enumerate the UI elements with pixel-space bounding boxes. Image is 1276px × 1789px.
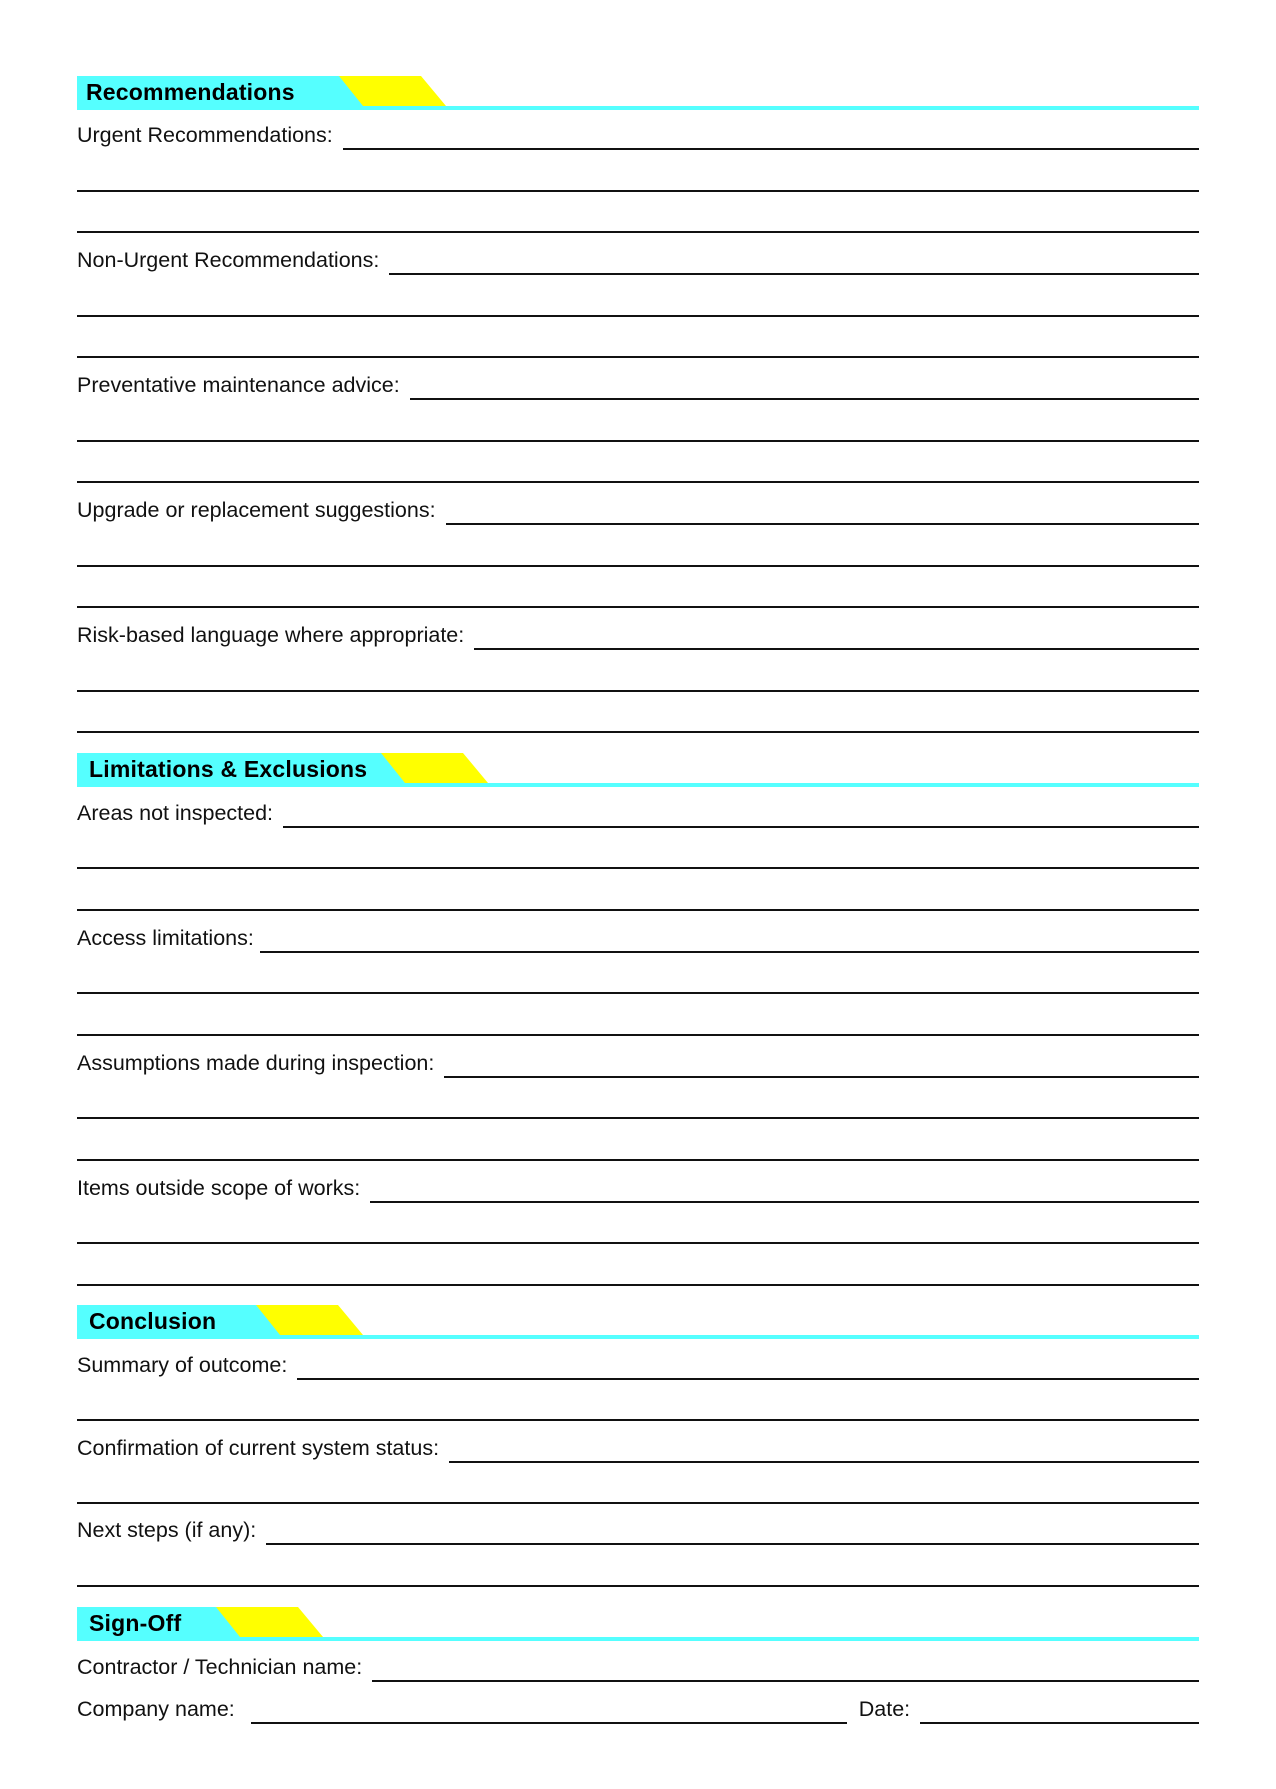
section-header-recommendations [77, 76, 1199, 110]
field-continuation [77, 580, 1199, 608]
field-continuation [77, 455, 1199, 483]
field-label: Company name: [77, 1697, 235, 1721]
date-input[interactable] [920, 1722, 1199, 1724]
items-outside-scope-input-line-1[interactable] [370, 1201, 1199, 1203]
urgent-recommendations-input-line-3[interactable] [77, 231, 1199, 233]
header-rule [77, 783, 1199, 787]
field-continuation [77, 414, 1199, 442]
preventative-maintenance-input-line-2[interactable] [77, 440, 1199, 442]
field-upgrade-replacement [77, 497, 1199, 525]
field-continuation [77, 705, 1199, 733]
section-header-signoff [77, 1607, 1199, 1641]
non-urgent-recommendations-input-line-2[interactable] [77, 315, 1199, 317]
upgrade-replacement-input-line-2[interactable] [77, 565, 1199, 567]
field-continuation [77, 289, 1199, 317]
field-label: Contractor / Technician name: [77, 1655, 363, 1679]
section-title: Recommendations [86, 79, 295, 105]
field-label: Preventative maintenance advice: [77, 373, 400, 397]
field-urgent-recommendations [77, 122, 1199, 150]
field-assumptions [77, 1050, 1199, 1078]
assumptions-input-line-3[interactable] [77, 1159, 1199, 1161]
field-label: Urgent Recommendations: [77, 123, 333, 147]
field-next-steps [77, 1517, 1199, 1545]
field-continuation [77, 1216, 1199, 1244]
date-label: Date: [858, 1697, 911, 1721]
field-items-outside-scope [77, 1175, 1199, 1203]
field-label: Assumptions made during inspection: [77, 1051, 435, 1075]
field-system-status [77, 1435, 1199, 1463]
preventative-maintenance-input-line-3[interactable] [77, 481, 1199, 483]
field-continuation [77, 841, 1199, 869]
field-continuation [77, 966, 1199, 994]
items-outside-scope-input-line-3[interactable] [77, 1284, 1199, 1286]
field-continuation [77, 1091, 1199, 1119]
upgrade-replacement-input-line-1[interactable] [446, 523, 1199, 525]
field-continuation [77, 1393, 1199, 1421]
non-urgent-recommendations-input-line-1[interactable] [389, 273, 1199, 275]
field-label: Summary of outcome: [77, 1353, 288, 1377]
areas-not-inspected-input-line-2[interactable] [77, 867, 1199, 869]
field-continuation [77, 330, 1199, 358]
assumptions-input-line-1[interactable] [444, 1076, 1199, 1078]
preventative-maintenance-input-line-1[interactable] [410, 398, 1199, 400]
section-title: Limitations & Exclusions [89, 756, 368, 782]
field-label: Items outside scope of works: [77, 1176, 361, 1200]
urgent-recommendations-input-line-2[interactable] [77, 190, 1199, 192]
field-label: Access limitations: [77, 926, 254, 950]
field-label: Upgrade or replacement suggestions: [77, 498, 436, 522]
system-status-input-line-2[interactable] [77, 1502, 1199, 1504]
system-status-input-line-1[interactable] [449, 1461, 1199, 1463]
field-label: Non-Urgent Recommendations: [77, 248, 380, 272]
items-outside-scope-input-line-2[interactable] [77, 1242, 1199, 1244]
next-steps-input-line-2[interactable] [77, 1585, 1199, 1587]
field-label: Risk-based language where appropriate: [77, 623, 465, 647]
field-preventative-maintenance [77, 372, 1199, 400]
field-summary-of-outcome [77, 1352, 1199, 1380]
field-continuation [77, 164, 1199, 192]
areas-not-inspected-input-line-1[interactable] [283, 826, 1199, 828]
summary-of-outcome-input-line-2[interactable] [77, 1419, 1199, 1421]
field-label: Next steps (if any): [77, 1518, 257, 1542]
non-urgent-recommendations-input-line-3[interactable] [77, 356, 1199, 358]
field-company-and-date [77, 1696, 1199, 1724]
field-continuation [77, 664, 1199, 692]
access-limitations-input-line-2[interactable] [77, 992, 1199, 994]
upgrade-replacement-input-line-3[interactable] [77, 606, 1199, 608]
risk-based-language-input-line-1[interactable] [474, 648, 1199, 650]
field-continuation [77, 1133, 1199, 1161]
section-title: Conclusion [89, 1308, 217, 1334]
technician-name-input[interactable] [372, 1680, 1199, 1682]
header-rule [77, 1335, 1199, 1339]
company-name-input[interactable] [251, 1722, 847, 1724]
field-continuation [77, 539, 1199, 567]
assumptions-input-line-2[interactable] [77, 1117, 1199, 1119]
section-header-conclusion [77, 1305, 1199, 1339]
field-continuation [77, 883, 1199, 911]
urgent-recommendations-input-line-1[interactable] [343, 148, 1199, 150]
field-label: Areas not inspected: [77, 801, 274, 825]
risk-based-language-input-line-3[interactable] [77, 731, 1199, 733]
field-continuation [77, 1476, 1199, 1504]
risk-based-language-input-line-2[interactable] [77, 690, 1199, 692]
field-risk-based-language [77, 622, 1199, 650]
field-continuation [77, 1258, 1199, 1286]
field-label: Confirmation of current system status: [77, 1436, 440, 1460]
field-non-urgent-recommendations [77, 247, 1199, 275]
summary-of-outcome-input-line-1[interactable] [297, 1378, 1199, 1380]
header-rule [77, 1637, 1199, 1641]
section-title: Sign-Off [89, 1610, 182, 1636]
areas-not-inspected-input-line-3[interactable] [77, 909, 1199, 911]
field-areas-not-inspected [77, 800, 1199, 828]
section-header-limitations [77, 753, 1199, 787]
header-rule [77, 106, 1199, 110]
access-limitations-input-line-3[interactable] [77, 1034, 1199, 1036]
field-access-limitations [77, 925, 1199, 953]
field-continuation [77, 205, 1199, 233]
field-continuation [77, 1559, 1199, 1587]
field-technician-name [77, 1654, 1199, 1682]
access-limitations-input-line-1[interactable] [260, 951, 1199, 953]
next-steps-input-line-1[interactable] [266, 1543, 1199, 1545]
field-continuation [77, 1008, 1199, 1036]
